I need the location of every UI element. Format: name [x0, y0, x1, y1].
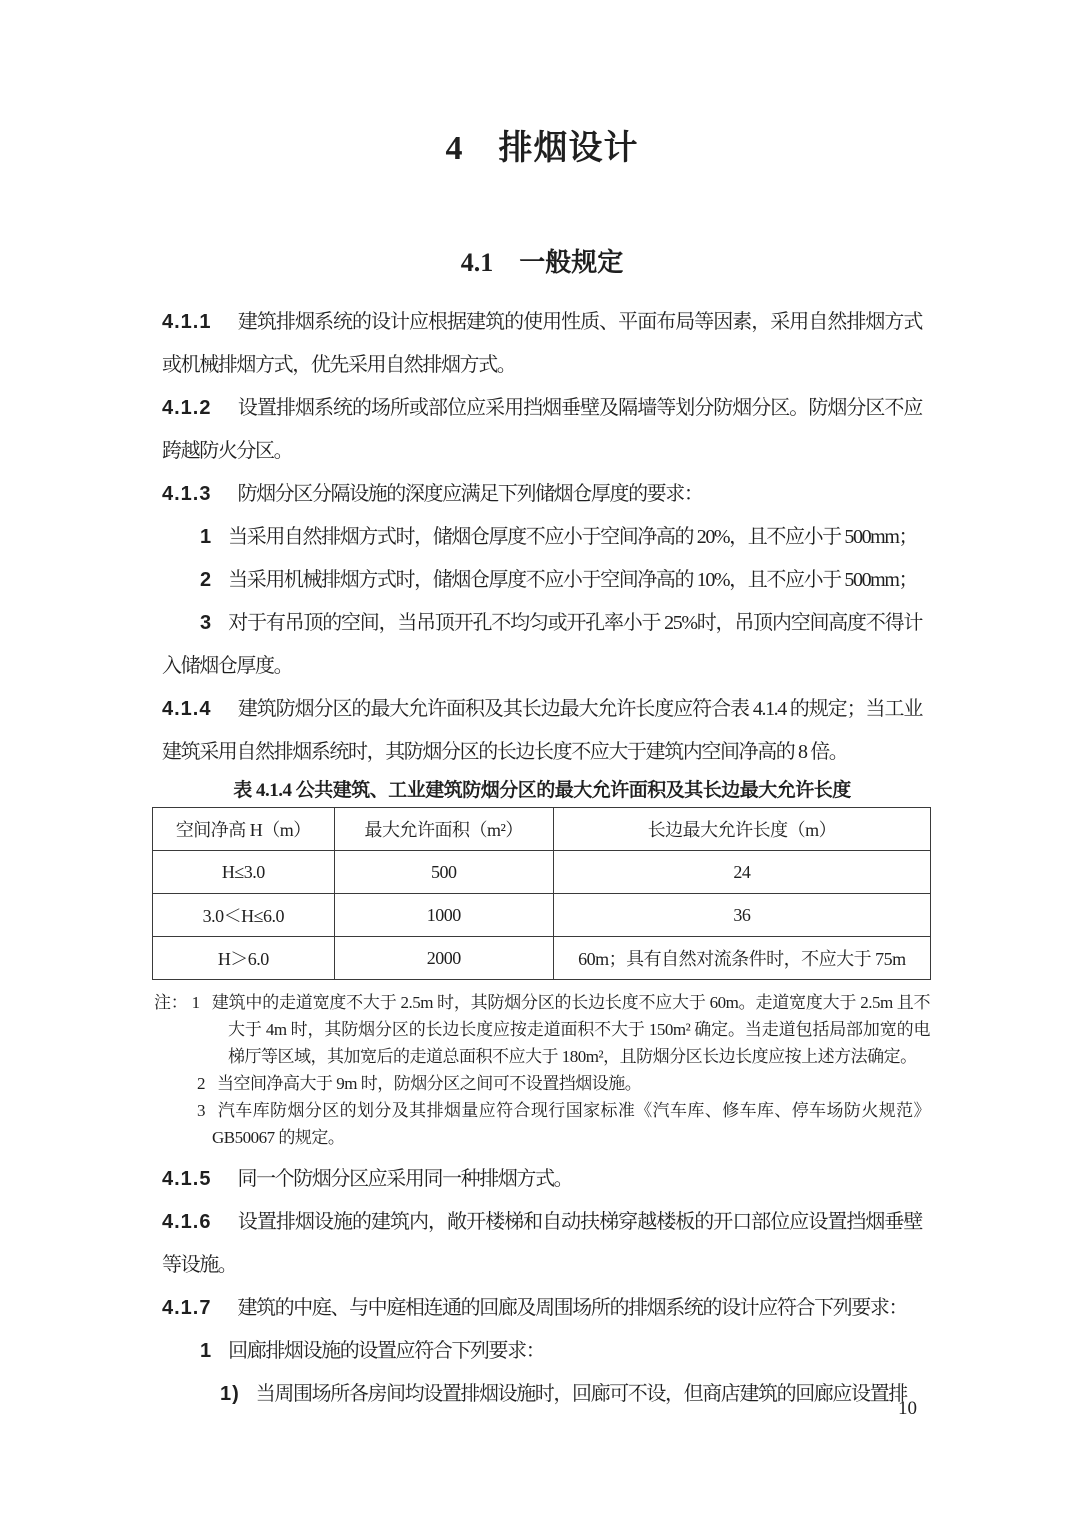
cell-length: 24 — [553, 851, 930, 894]
article-text: 建筑防烟分区的最大允许面积及其长边最大允许长度应符合表 4.1.4 的规定；当工业建筑采用自然排烟系统时，其防烟分区的长边长度不应大于建筑内空间净高的 8 倍。 — [162, 698, 922, 763]
cell-area: 2000 — [334, 937, 553, 980]
table-row — [153, 851, 931, 894]
note-text: 汽车库防烟分区的划分及其排烟量应符合现行国家标准《汽车库、修车库、停车场防火规范》GB50067 的规定。 — [212, 1101, 930, 1147]
cell-height: 3.0＜H≤6.0 — [153, 894, 335, 937]
article-number: 4.1.2 — [162, 397, 212, 419]
table-note-2 — [197, 1070, 930, 1097]
note-text: 建筑中的走道宽度不大于 2.5m 时，其防烟分区的长边长度不应大于 60m。走道宽度大于 2.5m 且不大于 4m 时，其防烟分区的长边长度应按走道面积不大于 150m² 确定。当走道包括局部加宽的电梯厅等区域，其加宽后的走道总面积不应大于 180m²，且防烟分区长边长度应按上述方法确定。 — [211, 993, 931, 1066]
table-4-1-4 — [152, 807, 931, 980]
clause-4-1-3-3 — [162, 602, 922, 688]
section-heading: 4.1 一般规定 — [460, 248, 624, 277]
article-text: 设置排烟设施的建筑内，敞开楼梯和自动扶梯穿越楼板的开口部位应设置挡烟垂壁等设施。 — [162, 1211, 922, 1276]
cell-area: 500 — [334, 851, 553, 894]
cell-height: H≤3.0 — [153, 851, 335, 894]
clause-4-1-3-1 — [162, 516, 922, 559]
header-clear-height: 空间净高 H（m） — [153, 808, 335, 851]
clause-4-1-7-1 — [162, 1330, 922, 1373]
clause-number: 3 — [200, 612, 213, 634]
article-4-1-6 — [162, 1201, 922, 1287]
article-4-1-7 — [162, 1287, 922, 1330]
article-number: 4.1.5 — [162, 1168, 212, 1190]
article-number: 4.1.6 — [162, 1211, 212, 1233]
table-caption: 表 4.1.4 公共建筑、工业建筑防烟分区的最大允许面积及其长边最大允许长度 — [233, 780, 851, 801]
clause-number: 1 — [200, 526, 213, 548]
clause-text: 当采用自然排烟方式时，储烟仓厚度不应小于空间净高的 20%，且不应小于 500mm； — [228, 526, 918, 548]
content-area — [154, 0, 931, 1416]
cell-length: 36 — [553, 894, 930, 937]
article-number: 4.1.3 — [162, 483, 212, 505]
article-text: 防烟分区分隔设施的深度应满足下列储烟仓厚度的要求： — [237, 483, 703, 505]
note-number: 2 — [197, 1074, 205, 1093]
article-4-1-5 — [162, 1158, 922, 1201]
clause-text: 当采用机械排烟方式时，储烟仓厚度不应小于空间净高的 10%，且不应小于 500mm； — [228, 569, 918, 591]
chapter-title: 4 排烟设计 — [445, 130, 639, 167]
article-4-1-3 — [162, 473, 922, 516]
body-text-block-2 — [162, 1158, 922, 1416]
cell-length: 60m；具有自然对流条件时，不应大于 75m — [553, 937, 930, 980]
body-text-block — [162, 301, 922, 774]
article-text: 同一个防烟分区应采用同一种排烟方式。 — [237, 1168, 573, 1190]
note-number: 1 — [191, 993, 200, 1012]
header-max-length: 长边最大允许长度（m） — [553, 808, 930, 851]
table-notes — [154, 989, 930, 1151]
subclause-4-1-7-1-1 — [162, 1373, 922, 1416]
header-max-area: 最大允许面积（m²） — [334, 808, 553, 851]
article-4-1-4 — [162, 688, 922, 774]
subclause-text: 当周围场所各房间均设置排烟设施时，回廊可不设，但商店建筑的回廊应设置排 — [255, 1383, 907, 1405]
article-text: 建筑排烟系统的设计应根据建筑的使用性质、平面布局等因素，采用自然排烟方式或机械排烟方式，优先采用自然排烟方式。 — [162, 311, 922, 376]
article-text: 设置排烟系统的场所或部位应采用挡烟垂壁及隔墙等划分防烟分区。防烟分区不应跨越防火分区。 — [162, 397, 922, 462]
clause-text: 对于有吊顶的空间，当吊顶开孔不均匀或开孔率小于 25%时，吊顶内空间高度不得计入储烟仓厚度。 — [162, 612, 922, 677]
notes-label: 注： — [154, 993, 188, 1012]
clause-number: 1 — [200, 1340, 213, 1362]
article-4-1-1 — [162, 301, 922, 387]
table-row — [153, 894, 931, 937]
table-note-3 — [197, 1097, 930, 1151]
article-number: 4.1.7 — [162, 1297, 212, 1319]
page-number: 10 — [898, 1398, 917, 1419]
note-number: 3 — [197, 1101, 205, 1120]
cell-area: 1000 — [334, 894, 553, 937]
table-header-row — [153, 808, 931, 851]
article-number: 4.1.1 — [162, 311, 212, 333]
article-number: 4.1.4 — [162, 698, 212, 720]
article-4-1-2 — [162, 387, 922, 473]
clause-4-1-3-2 — [162, 559, 922, 602]
clause-text: 回廊排烟设施的设置应符合下列要求： — [228, 1340, 545, 1362]
cell-height: H＞6.0 — [153, 937, 335, 980]
note-text: 当空间净高大于 9m 时，防烟分区之间可不设置挡烟设施。 — [217, 1074, 642, 1093]
article-text: 建筑的中庭、与中庭相连通的回廊及周围场所的排烟系统的设计应符合下列要求： — [237, 1297, 908, 1319]
subclause-number: 1) — [220, 1383, 240, 1405]
table-note-1 — [154, 989, 930, 1070]
table-row — [153, 937, 931, 980]
clause-number: 2 — [200, 569, 213, 591]
